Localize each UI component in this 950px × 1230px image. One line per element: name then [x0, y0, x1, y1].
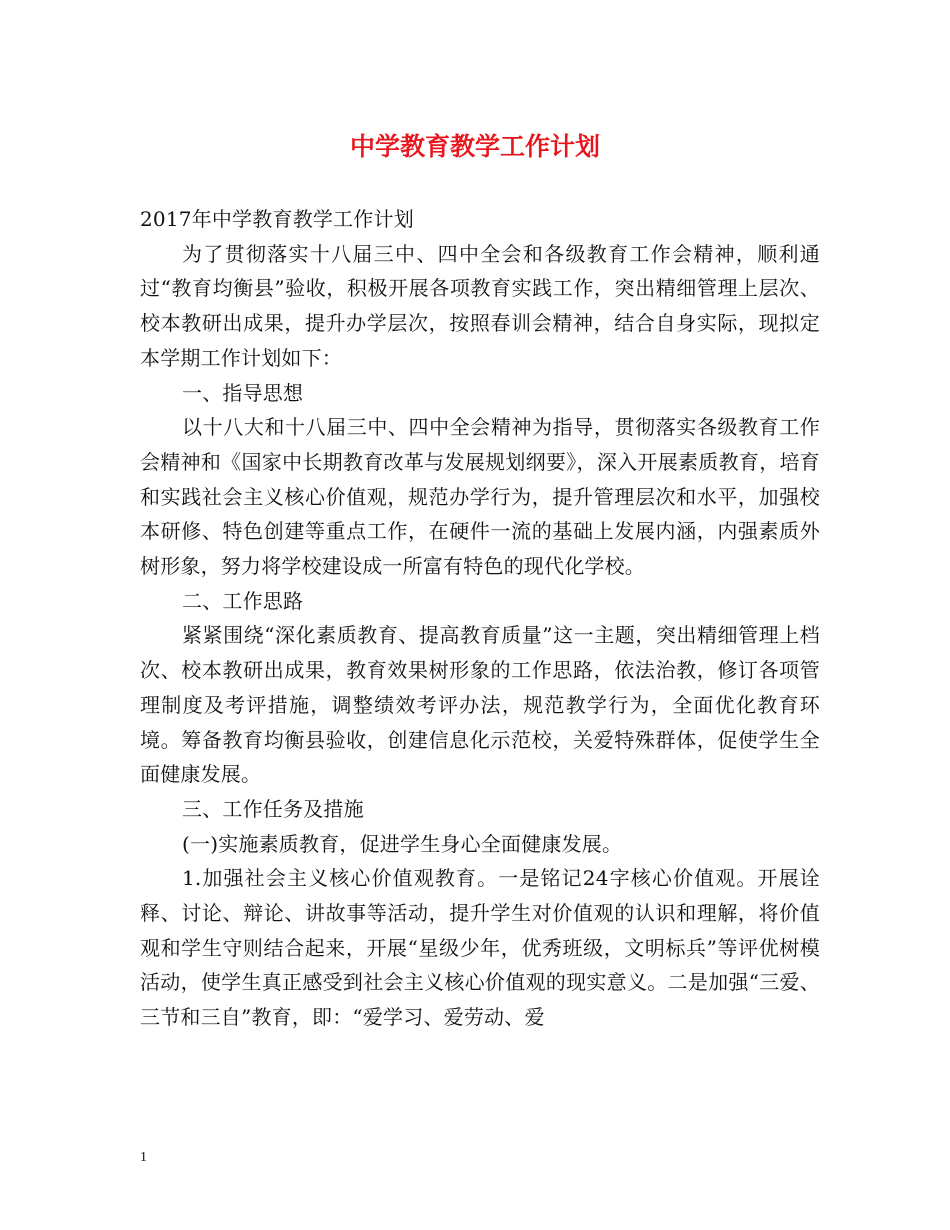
section-heading-guiding-thought: 一、指导思想	[182, 380, 304, 405]
paragraph-core-values: 1.加强社会主义核心价值观教育。一是铭记24字核心价值观。开展诠释、讨论、辩论、讲故事等活动，提升学生对价值观的认识和理解，将价值观和学生守则结合起来，开展“星级少年，优秀班级，文明标兵”等评优树模活动，使学生真正感受到社会主义核心价值观的现实意义。二是加强“三爱、三节和三自”教育，即：“爱学习、爱劳动、爱	[140, 866, 820, 1030]
paragraph-work-ideas: 紧紧围绕“深化素质教育、提高教育质量”这一主题，突出精细管理上档次、校本教研出成果，教育效果树形象的工作思路，依法治教，修订各项管理制度及考评措施，调整绩效考评办法，规范教学行为，全面优化教育环境。筹备教育均衡县验收，创建信息化示范校，关爱特殊群体，促使学生全面健康发展。	[140, 623, 820, 787]
paragraph-guiding-thought: 以十八大和十八届三中、四中全会精神为指导，贯彻落实各级教育工作会精神和《国家中长期教育改革与发展规划纲要》，深入开展素质教育，培育和实践社会主义核心价值观，规范办学行为，提升管理层次和水平，加强校本研修、特色创建等重点工作，在硬件一流的基础上发展内涵，内强素质外树形象，努力将学校建设成一所富有特色的现代化学校。	[140, 415, 820, 579]
subsection-heading-quality-education: (一)实施素质教育，促进学生身心全面健康发展。	[182, 831, 623, 856]
page-number: 1	[140, 1150, 147, 1165]
document-body	[140, 202, 820, 1035]
section-heading-tasks-measures: 三、工作任务及措施	[182, 796, 364, 821]
paragraph-subtitle: 2017年中学教育教学工作计划	[140, 207, 414, 231]
section-heading-work-ideas: 二、工作思路	[182, 588, 304, 613]
paragraph-intro: 为了贯彻落实十八届三中、四中全会和各级教育工作会精神，顺利通过“教育均衡县”验收，积极开展各项教育实践工作，突出精细管理上层次、校本教研出成果，提升办学层次，按照春训会精神，结合自身实际，现拟定本学期工作计划如下：	[140, 241, 820, 370]
document-title: 中学教育教学工作计划	[349, 132, 600, 161]
